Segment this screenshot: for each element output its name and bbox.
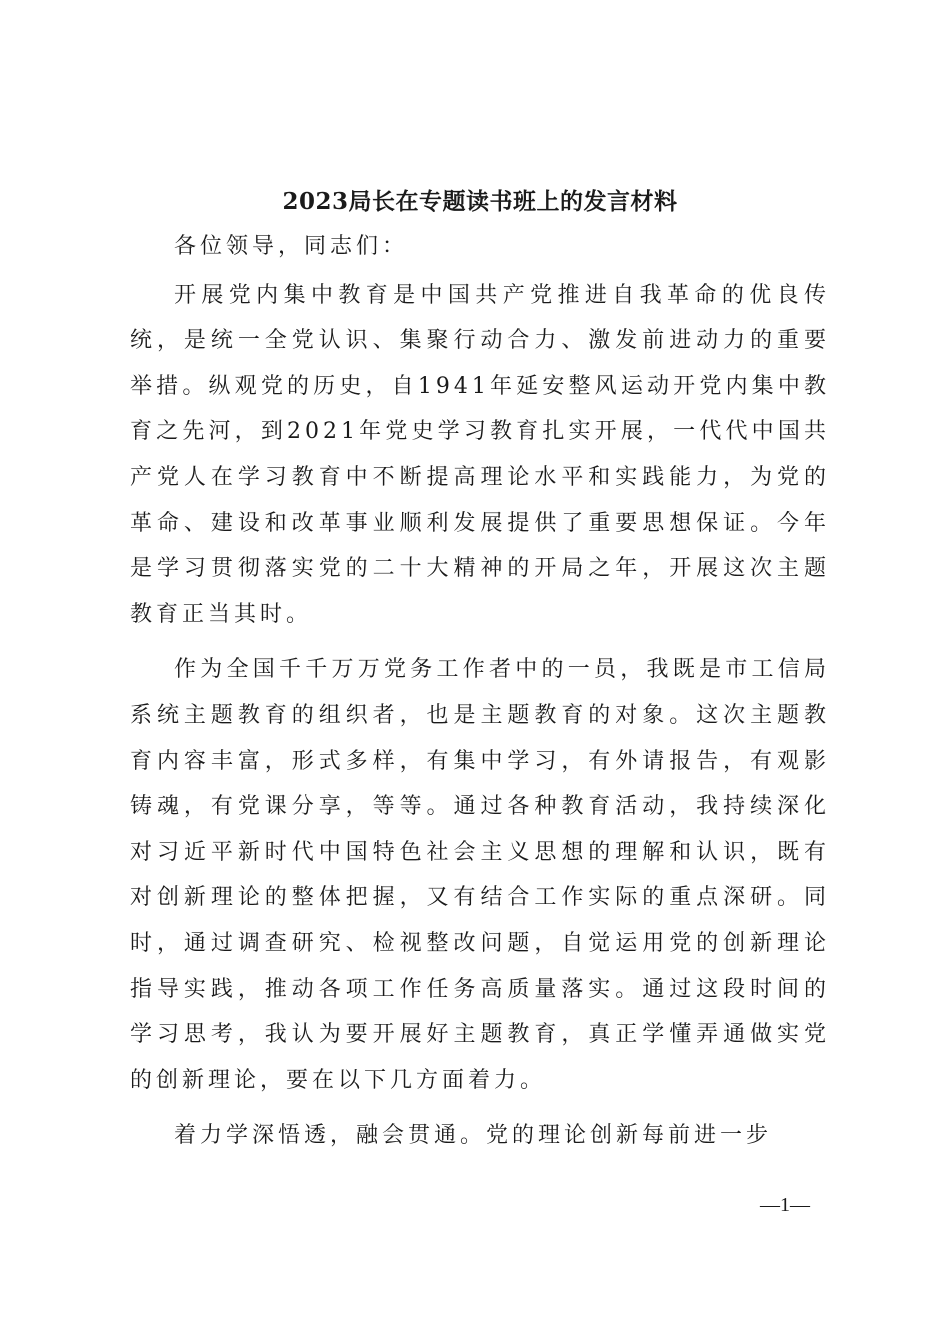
salutation: 各位领导，同志们： <box>174 234 409 259</box>
document-title: 2023局长在专题读书班上的发言材料 <box>282 188 678 215</box>
page-number: —1— <box>760 1194 810 1216</box>
paragraph-2: 作为全国千千万万党务工作者中的一员，我既是市工信局系统主题教育的组织者，也是主题教育的对象。这次主题教育内容丰富，形式多样，有集中学习，有外请报告，有观影铸魂，有党课分享，等等。通过各种教育活动，我持续深化对习近平新时代中国特色社会主义思想的理解和认识，既有对创新理论的整体把握，又有结合工作实际的重点深研。同时，通过调查研究、检视整改问题，自觉运用党的创新理论指导实践，推动各项工作任务高质量落实。通过这段时间的学习思考，我认为要开展好主题教育，真正学懂弄通做实党的创新理论，要在以下几方面着力。 <box>130 657 830 1093</box>
paragraph-3: 着力学深悟透，融会贯通。党的理论创新每前进一步 <box>174 1123 773 1149</box>
paragraph-1: 开展党内集中教育是中国共产党推进自我革命的优良传统，是统一全党认识、集聚行动合力、激发前进动力的重要举措。纵观党的历史，自1941年延安整风运动开党内集中教育之先河，到2021年党史学习教育扎实开展，一代代中国共产党人在学习教育中不断提高理论水平和实践能力，为党的革命、建设和改革事业顺利发展提供了重要思想保证。今年是学习贯彻落实党的二十大精神的开局之年，开展这次主题教育正当其时。 <box>130 282 830 627</box>
document-body <box>130 224 830 1159</box>
